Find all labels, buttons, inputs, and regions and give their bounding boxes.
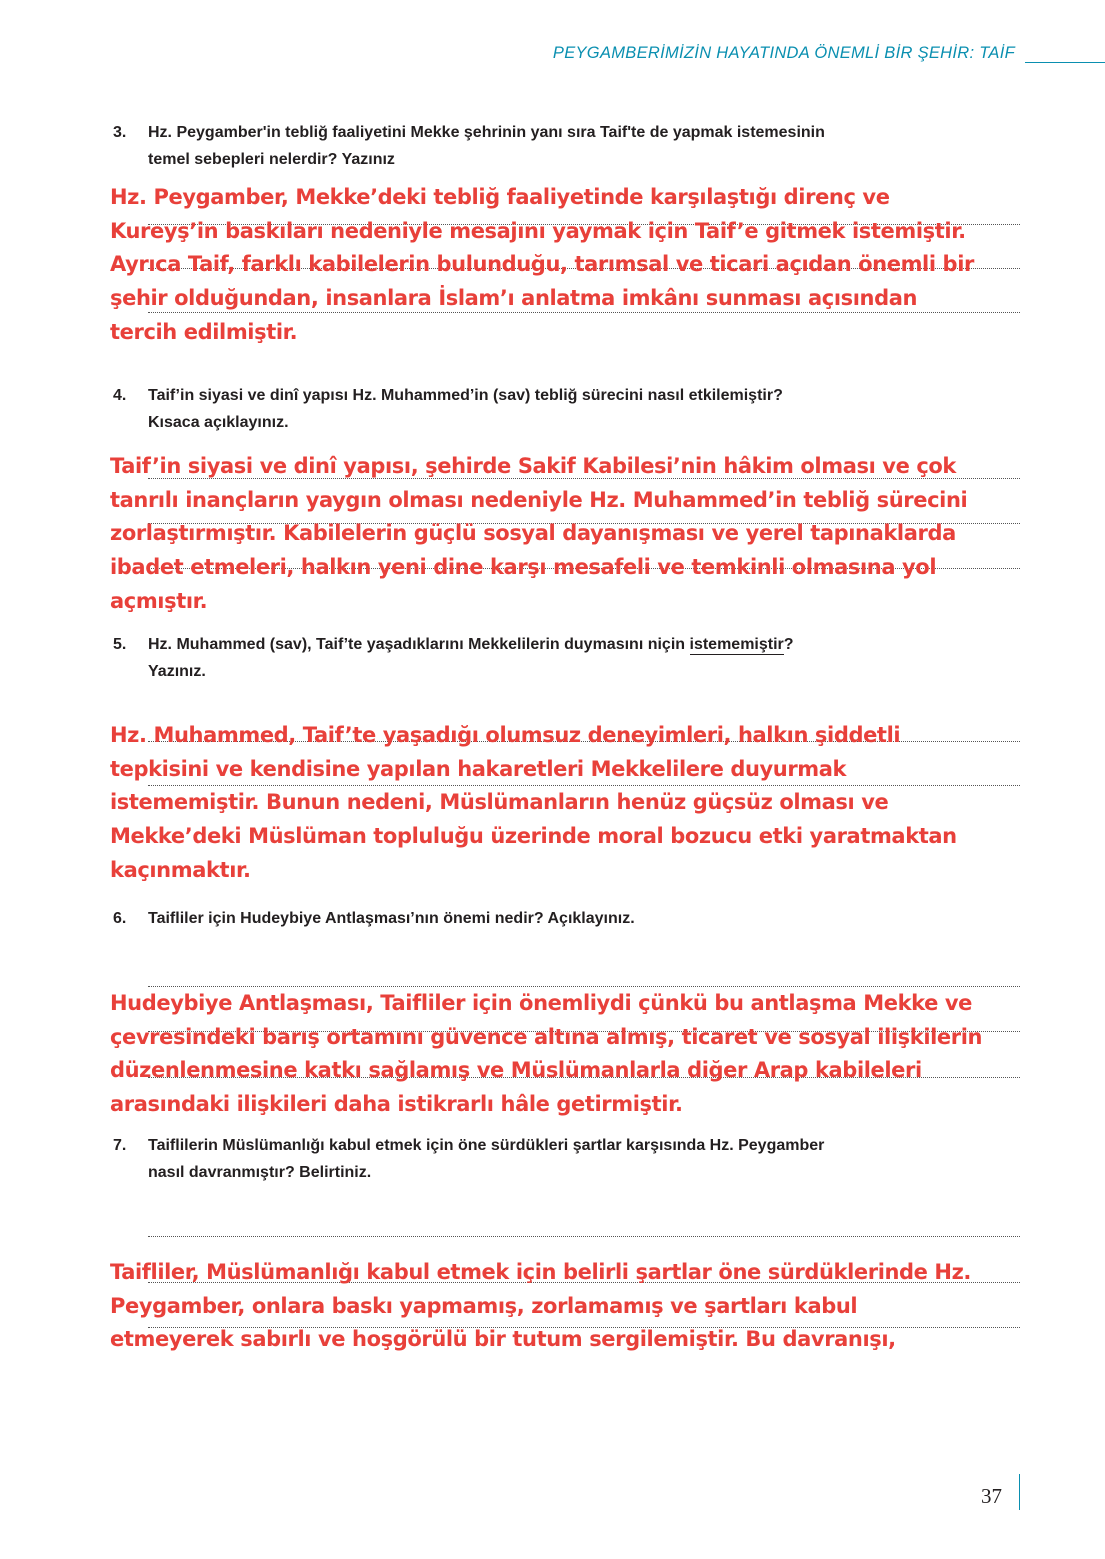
answer-line: etmeyerek sabırlı ve hoşgörülü bir tutum sergilemiştir. Bu davranışı, (110, 1327, 896, 1352)
question-text-line (148, 631, 1013, 658)
question-number: 6. (113, 910, 127, 927)
answer-dotted-line (148, 1236, 1020, 1237)
header-rule (1025, 62, 1105, 63)
question-text-line: Taif’in siyasi ve dinî yapısı Hz. Muhammed’in (sav) tebliğ sürecini nasıl etkilemiştir? (148, 387, 783, 404)
page-number-rule (1019, 1474, 1020, 1510)
question-text-part: ? (783, 636, 794, 653)
question-text-part: Hz. Muhammed (sav), Taif’te yaşadıklarını Mekkelilerin duymasını niçin (148, 636, 690, 653)
answer-5 (110, 719, 1070, 888)
answer-line: tepkisini ve kendisine yapılan hakaretleri Mekkelilere duyurmak (110, 756, 847, 781)
answer-line: ibadet etmeleri, halkın yeni dine karşı mesafeli ve temkinli olmasına yol (110, 555, 937, 580)
page-number: 37 (981, 1484, 1002, 1508)
answer-line: Hudeybiye Antlaşması, Taifliler için önemliydi çünkü bu antlaşma Mekke ve (110, 991, 973, 1015)
question-text-line: temel sebepleri nelerdir? Yazınız (148, 151, 395, 168)
answer-line: kaçınmaktır. (110, 857, 251, 882)
answer-line: Mekke’deki Müslüman topluluğu üzerinde moral bozucu etki yaratmaktan (110, 824, 957, 849)
answer-line: çevresindeki barış ortamını güvence altına almış, ticaret ve sosyal ilişkilerin (110, 1024, 983, 1049)
answer-line: şehir olduğundan, insanlara İslam’ı anlatma imkânı sunması açısından (110, 286, 918, 311)
answer-line: Kureyş’in baskıları nedeniyle mesajını yaymak için Taif’e gitmek istemiştir. (110, 218, 966, 243)
running-header (520, 44, 1105, 68)
answer-line: zorlaştırmıştır. Kabilelerin güçlü sosyal dayanışması ve yerel tapınaklarda (110, 521, 956, 546)
answer-line: arasındaki ilişkileri daha istikrarlı hâle getirmiştir. (110, 1092, 683, 1117)
answer-line: Taif’in siyasi ve dinî yapısı, şehirde Sakif Kabilesi’nin hâkim olması ve çok (110, 454, 956, 478)
question-text-line: nasıl davranmıştır? Belirtiniz. (148, 1164, 372, 1181)
question-7 (113, 1132, 1013, 1186)
question-4 (113, 382, 1013, 436)
answer-line: Peygamber, onlara baskı yapmamış, zorlamamış ve şartları kabul (110, 1293, 858, 1318)
question-text-line: Taiflilerin Müslümanlığı kabul etmek için öne sürdükleri şartlar karşısında Hz. Peygamber (148, 1137, 825, 1154)
answer-line: tanrılı inançların yaygın olması nedeniyle Hz. Muhammed’in tebliğ sürecini (110, 487, 968, 512)
question-5 (113, 631, 1013, 685)
question-number: 3. (113, 124, 127, 141)
answer-line: istememiştir. Bunun nedeni, Müslümanların henüz güçsüz olması ve (110, 790, 889, 815)
question-number: 5. (113, 636, 127, 653)
question-number: 7. (113, 1137, 127, 1154)
question-text-line: Taifliler için Hudeybiye Antlaşması’nın önemi nedir? Açıklayınız. (148, 910, 635, 927)
question-3 (113, 119, 1013, 173)
question-text-line: Yazınız. (148, 663, 206, 680)
question-6 (113, 905, 1013, 932)
answer-line: düzenlenmesine katkı sağlamış ve Müslümanlarla diğer Arap kabileleri (110, 1058, 922, 1083)
question-number: 4. (113, 387, 127, 404)
answer-7 (110, 1256, 1070, 1357)
answer-6 (110, 987, 1070, 1122)
answer-line: Hz. Muhammed, Taif’te yaşadığı olumsuz deneyimleri, halkın şiddetli (110, 723, 901, 747)
answer-line: Taifliler, Müslümanlığı kabul etmek için belirli şartlar öne sürdüklerinde Hz. (110, 1260, 972, 1284)
answer-3 (110, 181, 1070, 350)
answer-line: Hz. Peygamber, Mekke’deki tebliğ faaliyetinde karşılaştığı direnç ve (110, 185, 890, 209)
answer-4 (110, 450, 1070, 619)
answer-line: açmıştır. (110, 588, 208, 613)
answer-line: tercih edilmiştir. (110, 319, 298, 344)
running-title: PEYGAMBERİMİZİN HAYATINDA ÖNEMLİ BİR ŞEHİR: TAİF (552, 44, 1015, 62)
underlined-word: istememiştir (689, 636, 784, 653)
answer-line: Ayrıca Taif, farklı kabilelerin bulunduğu, tarımsal ve ticari açıdan önemli bir (110, 252, 974, 277)
question-text-line: Kısaca açıklayınız. (148, 414, 289, 431)
question-text-line: Hz. Peygamber'in tebliğ faaliyetini Mekke şehrinin yanı sıra Taif'te de yapmak istemesinin (148, 124, 825, 141)
